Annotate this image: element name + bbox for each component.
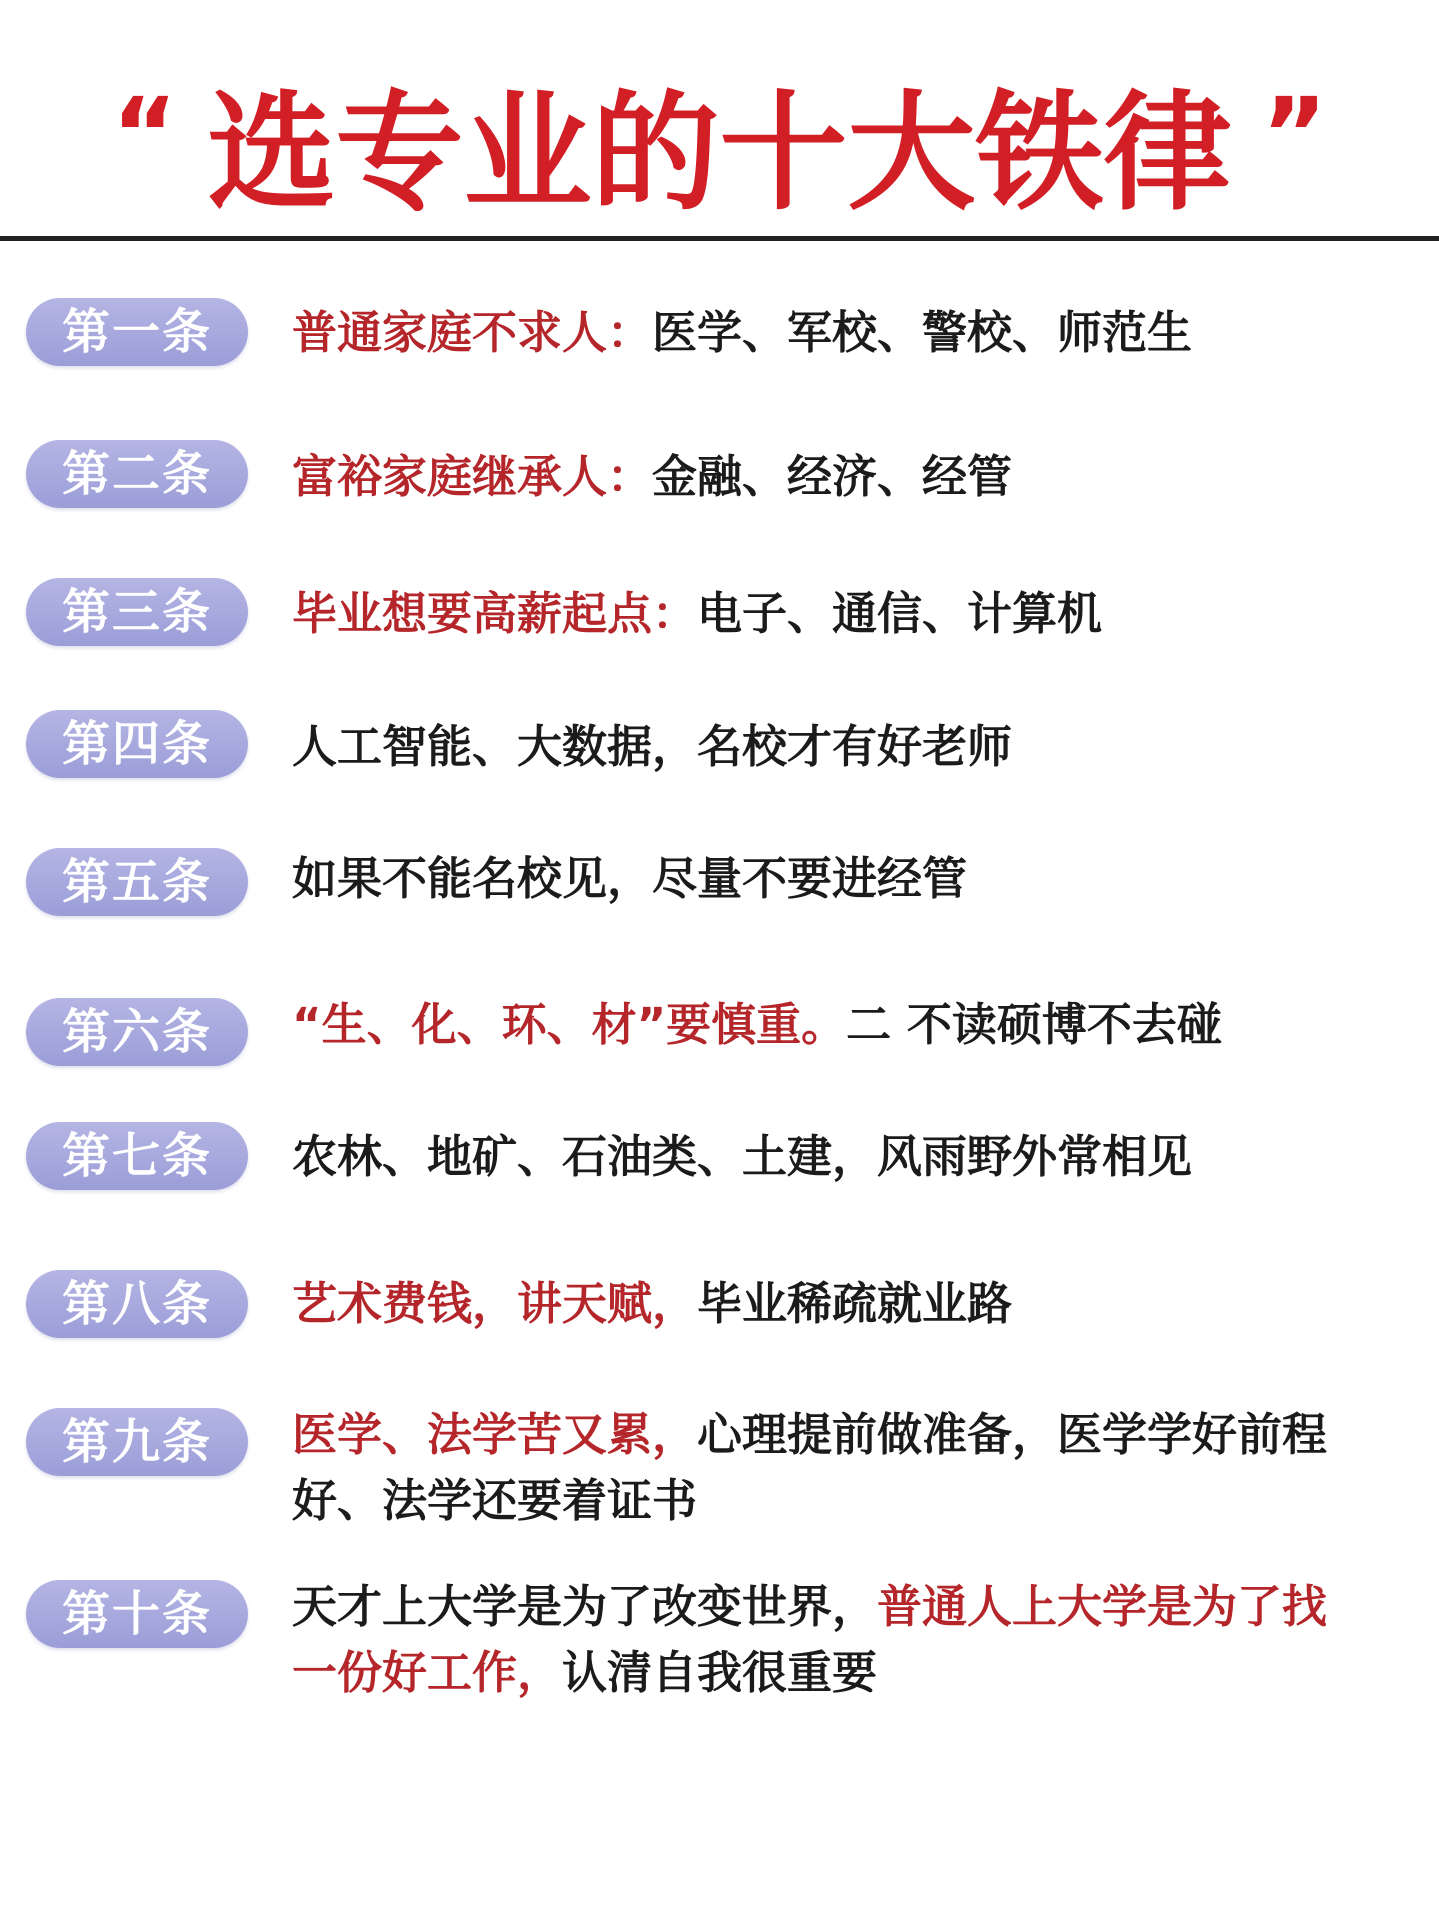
rule-1-badge: 第一条 [26, 298, 248, 366]
rule-10-badge: 第十条 [26, 1580, 248, 1648]
rule-2-body: 金融、经济、经管 [652, 450, 1013, 503]
rule-10-body-end: 认清自我很重要 [562, 1646, 878, 1699]
rule-1-text [292, 300, 1332, 366]
rule-2-highlight: 富裕家庭继承人： [292, 450, 653, 503]
rule-2-badge: 第二条 [26, 440, 248, 508]
rule-10-text [292, 1574, 1332, 1706]
rule-5-badge: 第五条 [26, 848, 248, 916]
rule-10-highlight: 普通人上大学是为了找一份好工作， [292, 1580, 1328, 1699]
rule-6-highlight: “生、化、环、材”要慎重。 [292, 998, 847, 1051]
rule-1-highlight: 普通家庭不求人： [292, 306, 653, 359]
rule-6-badge: 第六条 [26, 998, 248, 1066]
rule-4-badge: 第四条 [26, 710, 248, 778]
rule-10-body: 天才上大学是为了改变世界， [292, 1580, 878, 1633]
rule-9-badge: 第九条 [26, 1408, 248, 1476]
rule-4-text [292, 714, 1332, 780]
rule-8-badge: 第八条 [26, 1270, 248, 1338]
rule-8-body: 毕业稀疏就业路 [697, 1277, 1013, 1330]
rule-5-text [292, 846, 1332, 912]
rule-5-body: 如果不能名校见，尽量不要进经管 [292, 852, 968, 905]
close-quote: ” [1261, 76, 1328, 193]
page-title [0, 55, 1439, 234]
rule-9-highlight: 医学、法学苦又累， [292, 1408, 698, 1461]
rule-6-text [292, 992, 1332, 1058]
rule-3-highlight: 毕业想要高薪起点： [292, 587, 698, 640]
rule-9-body: 心理提前做准备，医学学好前程好、法学还要着证书 [292, 1408, 1328, 1527]
rule-7-badge: 第七条 [26, 1122, 248, 1190]
rule-7-body: 农林、地矿、石油类、土建，风雨野外常相见 [292, 1130, 1193, 1183]
rule-8-text [292, 1271, 1332, 1337]
rule-4-body: 人工智能、大数据，名校才有好老师 [292, 720, 1013, 773]
rule-7-text [292, 1124, 1332, 1190]
title-divider [0, 236, 1439, 241]
rule-2-text [292, 444, 1332, 510]
rule-3-text [292, 581, 1332, 647]
rule-8-highlight: 艺术费钱，讲天赋， [292, 1277, 698, 1330]
title-text: 选专业的十大铁律 [207, 79, 1232, 228]
rule-9-text [292, 1402, 1332, 1534]
rule-6-body: 二 不读硕博不去碰 [846, 998, 1222, 1051]
rule-1-body: 医学、军校、警校、师范生 [652, 306, 1193, 359]
rule-3-body: 电子、通信、计算机 [697, 587, 1103, 640]
rule-3-badge: 第三条 [26, 578, 248, 646]
open-quote: “ [111, 76, 178, 193]
